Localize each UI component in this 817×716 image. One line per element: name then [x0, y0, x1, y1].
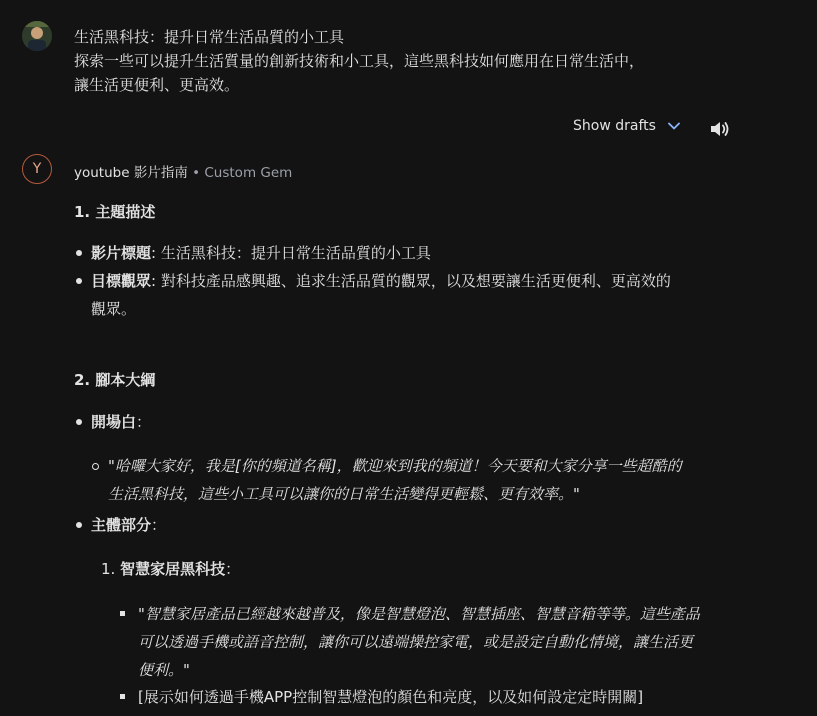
user-prompt	[74, 25, 694, 97]
list-item	[74, 239, 684, 267]
gem-avatar	[22, 154, 52, 184]
body-colon: ：	[151, 516, 167, 534]
gem-name: youtube 影片指南	[74, 165, 188, 181]
body-list	[74, 511, 694, 539]
ordered-item-label: 智慧家居黑科技	[120, 560, 226, 578]
gem-type: Custom Gem	[204, 165, 293, 181]
section-1-list	[74, 239, 684, 323]
section-2-title: 2. 腳本大綱	[74, 371, 156, 389]
user-prompt-line-1: 生活黑科技：提升日常生活品質的小工具	[74, 28, 345, 46]
item-1-demo: [展示如何透過手機APP控制智慧燈泡的顏色和亮度，以及如何設定定時開關]	[74, 683, 714, 711]
body-label: 主體部分	[91, 516, 152, 534]
video-title-label: 影片標題	[91, 244, 152, 262]
list-item	[74, 267, 684, 323]
ordered-item-number: 1.	[101, 560, 116, 578]
opening-quote: "哈囉大家好，我是[你的頻道名稱]，歡迎來到我的頻道！今天要和大家分享一些超酷的生活黑科技，這些小工具可以讓你的日常生活變得更輕鬆、更有效率。"	[74, 452, 694, 508]
item-1-demo-list	[74, 683, 714, 711]
list-item	[74, 511, 694, 539]
item-1-quote: "智慧家居產品已經越來越普及，像是智慧燈泡、智慧插座、智慧音箱等等。這些產品可以透過手機或語音控制，讓你可以遠端操控家電，或是設定自動化情境，讓生活更便利。"	[74, 600, 704, 684]
user-prompt-line-3: 讓生活更便利、更高效。	[74, 76, 240, 94]
list-item	[74, 408, 694, 436]
audience-label: 目標觀眾	[91, 272, 152, 290]
opening-sublist	[74, 452, 694, 508]
show-drafts-button[interactable]	[573, 118, 682, 134]
item-1-sublist	[74, 600, 704, 684]
gem-separator: •	[187, 165, 205, 181]
audience-value: : 對科技產品感興趣、追求生活品質的觀眾，以及想要讓生活更便利、更高效的觀眾。	[91, 272, 671, 318]
video-title-value: : 生活黑科技：提升日常生活品質的小工具	[151, 244, 431, 262]
ordered-item-1	[101, 555, 240, 583]
section-1-title: 1. 主題描述	[74, 203, 156, 221]
gem-initial: Y	[32, 161, 42, 177]
volume-icon[interactable]	[707, 117, 731, 141]
opening-colon: ：	[136, 413, 152, 431]
user-avatar[interactable]	[22, 21, 52, 51]
opening-label: 開場白	[91, 413, 137, 431]
user-avatar-image	[22, 21, 52, 51]
opening-list	[74, 408, 694, 436]
gem-header	[74, 161, 292, 181]
chevron-down-icon	[666, 118, 682, 134]
show-drafts-label: Show drafts	[573, 118, 656, 134]
user-prompt-line-2: 探索一些可以提升生活質量的創新技術和小工具，這些黑科技如何應用在日常生活中，	[74, 52, 645, 70]
ordered-item-colon: ：	[225, 560, 241, 578]
